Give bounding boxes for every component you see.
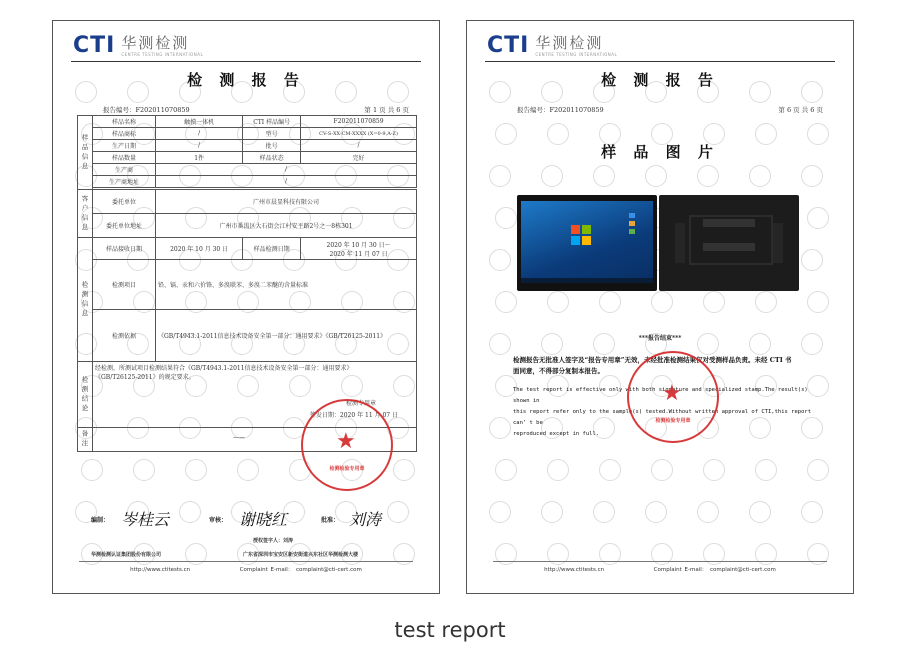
desktop-widget — [629, 213, 635, 218]
watermark-icon — [645, 165, 667, 187]
image-caption: test report — [394, 618, 506, 642]
logo-subtitle: CENTRE TESTING INTERNATIONAL — [535, 51, 618, 57]
watermark-icon — [495, 207, 517, 229]
watermark-icon — [593, 501, 615, 523]
watermark-icon — [593, 165, 615, 187]
stamp-star-icon: ★ — [662, 381, 682, 406]
conclusion-date: 签发日期：2020 年 11 月 07 日 — [309, 412, 398, 419]
windows-logo-icon — [571, 225, 593, 247]
en-notice-line-2: this report refer only to the sample(s) tested.Without written approval of CTI,this report can’ t be — [513, 409, 812, 426]
header-divider — [71, 61, 421, 62]
items-value: 铅、镉、汞和六价铬、多溴联苯、多溴二苯醚的含量标准 — [156, 260, 417, 310]
watermark-icon — [489, 165, 511, 187]
logo-subtitle: CENTRE TESTING INTERNATIONAL — [121, 51, 204, 57]
watermark-icon — [697, 165, 719, 187]
model-value: CV-S-XX-CM-XXXX (X=0-9,A-Z) — [301, 128, 417, 140]
footer-links — [467, 565, 853, 573]
watermark-icon — [703, 459, 725, 481]
remark-value: —— — [233, 434, 245, 441]
conclusion-line-2: 《GB/T26125-2011》的规定要求。 — [95, 374, 195, 381]
state-value: 完好 — [301, 152, 417, 164]
desktop-widget — [629, 221, 635, 226]
sample-name-value: 触摸一体机 — [156, 116, 243, 128]
watermark-icon — [749, 501, 771, 523]
page-info: 第 6 页 共 6 页 — [778, 106, 823, 114]
report-number: 报告编号：F202011070859 — [103, 106, 190, 114]
sample-photos-title: 样 品 图 片 — [601, 143, 719, 161]
watermark-icon — [547, 291, 569, 313]
cti-logo: CTI — [73, 33, 116, 58]
mount-bar — [703, 219, 755, 227]
header-divider — [485, 61, 835, 62]
report-title: 检 测 报 告 — [187, 71, 305, 89]
watermark-icon — [755, 459, 777, 481]
conclusion-seal-text: 检测专用章 — [345, 400, 376, 407]
footer-complaint: Complaint E-mail： complaint@cti-cert.com — [653, 567, 776, 573]
brand-label: 样品商标 — [93, 128, 156, 140]
stamp-text: 检测检验专用章 — [655, 418, 691, 424]
official-stamp — [627, 351, 719, 443]
watermark-icon — [185, 459, 207, 481]
date-label: 生产日期 — [93, 140, 156, 152]
client-addr-value: 广州市番禺区大石街会江村安平路2号之一8栋301 — [156, 214, 417, 238]
maker-value: / — [156, 164, 417, 176]
sample-name-label: 样品名称 — [93, 116, 156, 128]
logo-cn-name: 华测检测 — [535, 33, 604, 52]
watermark-icon — [651, 291, 673, 313]
watermark-icon — [703, 291, 725, 313]
watermark-icon — [489, 417, 511, 439]
maker-label: 生产商 — [93, 164, 156, 176]
watermark-icon — [755, 291, 777, 313]
qty-value: 1件 — [156, 152, 243, 164]
test-date-end: 2020 年 11 月 07 日 — [329, 250, 388, 258]
conclusion-section-label: 检测结论 — [78, 362, 93, 428]
date-value: / — [156, 140, 243, 152]
watermark-icon — [801, 165, 823, 187]
monitor-taskbar — [521, 278, 653, 283]
conclusion-line-1: 经检测，所测试项目检测结果符合《GB/T4943.1-2011信息技术设备安全第一部分：通用要求》 — [95, 365, 353, 372]
footer-divider — [79, 561, 413, 562]
watermark-icon — [393, 459, 415, 481]
watermark-icon — [645, 501, 667, 523]
watermark-icon — [547, 459, 569, 481]
batch-label: 批号 — [243, 140, 301, 152]
report-number: 报告编号：F202011070859 — [517, 106, 604, 114]
reviewer-signature: 谢晓红 — [239, 510, 288, 529]
editor-label: 编制： — [91, 517, 110, 524]
stamp-text: 检测检验专用章 — [329, 466, 365, 472]
report-title: 检 测 报 告 — [601, 71, 719, 89]
watermark-icon — [599, 291, 621, 313]
logo-cn-name: 华测检测 — [121, 33, 190, 52]
test-section-label: 检测信息 — [78, 238, 93, 362]
desktop-widget — [629, 229, 635, 234]
footer-company: 华测检测认证集团股份有限公司 — [91, 552, 162, 558]
approver-label: 批准： — [321, 517, 340, 524]
watermark-icon — [489, 501, 511, 523]
watermark-icon — [807, 207, 829, 229]
footer-url: http://www.ctitests.cn — [544, 567, 605, 573]
watermark-icon — [541, 165, 563, 187]
authorized-signer: 授权签字人：刘涛 — [253, 538, 294, 544]
brand-value: / — [156, 128, 243, 140]
cti-logo: CTI — [487, 33, 530, 58]
client-label: 委托单位 — [93, 190, 156, 214]
footer-divider — [493, 561, 827, 562]
client-addr-label: 委托单位地址 — [93, 214, 156, 238]
state-label: 样品状态 — [243, 152, 301, 164]
watermark-icon — [495, 459, 517, 481]
model-label: 型号 — [243, 128, 301, 140]
footer-address: 广东省深圳市宝安区新安街道兴东社区华测检测大楼 — [243, 552, 359, 558]
batch-value: / — [301, 140, 417, 152]
cn-notice-line-2: 面同意，不得部分复制本报告。 — [513, 367, 604, 375]
client-value: 广州市晨显科技有限公司 — [156, 190, 417, 214]
qty-label: 样品数量 — [93, 152, 156, 164]
remark-section-label: 备注 — [78, 428, 93, 452]
page-info: 第 1 页 共 6 页 — [364, 106, 409, 114]
watermark-icon — [81, 459, 103, 481]
watermark-icon — [749, 165, 771, 187]
sample-photo-front — [517, 195, 657, 291]
sample-section-label: 样品信息 — [78, 116, 93, 190]
recv-value: 2020 年 10 月 30 日 — [156, 238, 243, 260]
watermark-icon — [807, 459, 829, 481]
report-page-6 — [466, 20, 854, 594]
watermark-icon — [541, 501, 563, 523]
en-notice-line-1: The test report is effective only with both signature and specialized stamp.The result(s) shown in — [513, 387, 808, 404]
client-section-label: 客户信息 — [78, 190, 93, 238]
watermark-icon — [697, 501, 719, 523]
editor-signature: 岑桂云 — [121, 510, 170, 529]
header-logo — [487, 35, 617, 57]
watermark-icon — [133, 459, 155, 481]
stamp-star-icon: ★ — [336, 429, 356, 454]
footer-url: http://www.ctitests.cn — [130, 567, 191, 573]
watermark-icon — [387, 501, 409, 523]
watermark-icon — [599, 459, 621, 481]
watermark-icon — [237, 459, 259, 481]
watermark-icon — [807, 291, 829, 313]
items-label: 检测项目 — [93, 260, 156, 310]
test-date-start: 2020 年 10 月 30 日～ — [326, 241, 391, 249]
reviewer-label: 审核： — [209, 517, 228, 524]
footer-complaint: Complaint E-mail： complaint@cti-cert.com — [239, 567, 362, 573]
footer-links — [53, 565, 439, 573]
watermark-icon — [801, 501, 823, 523]
official-stamp — [301, 399, 393, 491]
cn-notice-line-1: 检测报告无批准人签字及“报告专用章”无效，未经批准检测结果仅对受测样品负责。未经 CTI 书 — [513, 356, 792, 364]
watermark-icon — [489, 249, 511, 271]
cti-no-value: F202011070859 — [301, 116, 417, 128]
test-date-value — [301, 238, 417, 260]
sample-photo-back — [659, 195, 799, 291]
maker-addr-label: 生产商地址 — [93, 176, 156, 188]
basis-value: 《GB/T4943.1-2011信息技术设备安全第一部分：通用要求》《GB/T26125-2011》 — [156, 310, 417, 362]
recv-label: 样品接收日期 — [93, 238, 156, 260]
watermark-icon — [179, 501, 201, 523]
mount-bar — [703, 243, 755, 251]
watermark-icon — [801, 249, 823, 271]
en-notice-line-3: reproduced except in full. — [513, 431, 600, 437]
report-page-1 — [52, 20, 440, 594]
mount-side — [773, 223, 783, 263]
watermark-icon — [495, 291, 517, 313]
watermark-icon — [651, 459, 673, 481]
basis-label: 检测依据 — [93, 310, 156, 362]
mount-side — [675, 223, 685, 263]
report-table — [77, 115, 417, 452]
header-logo — [73, 35, 203, 57]
approver-signature: 刘涛 — [349, 510, 382, 529]
report-end-mark: ***报告结束*** — [638, 335, 682, 342]
test-date-label: 样品检测日期 — [243, 238, 301, 260]
cti-no-label: CTI 样品编号 — [243, 116, 301, 128]
maker-addr-value: / — [156, 176, 417, 188]
